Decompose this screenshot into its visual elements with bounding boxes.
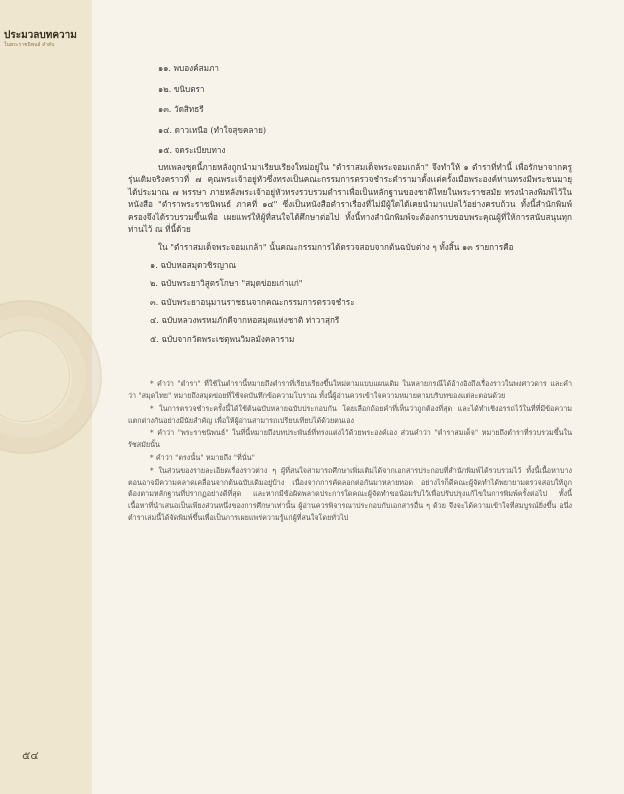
page-content bbox=[128, 58, 572, 525]
footnote: * คำว่า "พระราชนิพนธ์" ในที่นี้หมายถึงบทประพันธ์ที่ทรงแต่งไว้ด้วยพระองค์เอง ส่วนคำว่า "ตำราสมเด็จ" หมายถึงตำราที่รวบรวมขึ้นในรัชสมัยนั้น bbox=[128, 428, 572, 450]
footnote: * ในส่วนของรายละเอียดเรื่องราวต่าง ๆ ผู้ที่สนใจสามารถศึกษาเพิ่มเติมได้จากเอกสารประกอบที่สำนักพิมพ์ได้รวบรวมไว้ ทั้งนี้เนื้อหาบางตอนอาจมีความคลาดเคลื่อนจากต้นฉบับเดิมอยู่บ้าง เนื่องจากการคัดลอกต่อกันมาหลายทอด อย่างไรก็ดีคณะผู้จัดทำได้พยายามตรวจสอบให้ถูกต้องตามหลักฐานที่ปรากฏอย่างดีที่สุด และหากมีข้อผิดพลาดประการใดคณะผู้จัดทำขอน้อมรับไว้เพื่อปรับปรุงแก้ไขในการพิมพ์ครั้งต่อไป ทั้งนี้เนื้อหาที่นำเสนอเป็นเพียงส่วนหนึ่งของการศึกษาเท่านั้น ผู้อ่านควรพิจารณาประกอบกับเอกสารอื่น ๆ ด้วย จึงจะได้ความเข้าใจที่สมบูรณ์ยิ่งขึ้น อนึ่ง ตำราเล่มนี้ได้จัดพิมพ์ขึ้นเพื่อเป็นการเผยแพร่ความรู้แก่ผู้ที่สนใจโดยทั่วไป bbox=[128, 465, 572, 522]
list-item: ๓. ฉบับพระยาอนุมานราชธนจากคณะกรรมการตรวจชำระ bbox=[150, 296, 355, 307]
sidebar-band bbox=[0, 0, 92, 794]
list-item: ๑๕. จดระเบียบทาง bbox=[158, 145, 226, 155]
list-item: ๑๔. ดาวเหนือ (ทำใจสุขคลาย) bbox=[158, 124, 267, 135]
footnotes bbox=[128, 378, 572, 524]
book-title: ประมวลบทความ bbox=[4, 30, 77, 41]
list-item: ๑๒. ขนิบตรา bbox=[158, 83, 205, 94]
body-paragraph: บทเพลงชุดนี้ภายหลังถูกนำมาเรียบเรียงใหม่อยู่ใน "ตำราสมเด็จพระจอมเกล้า" จึงทำให้ ๑ ตำราที่ทำนี้ เพื่อรักษาจากครูรุ่นเดิมจริงคราวที่ ๗ คุณพระเจ้าอยู่หัวซึ่งทรงเป็นคณะกรรมการตรวจชำระตำรามาตั้งเเต่ครั้งเมื่อพระองค์ท่านทรงมีพระชนมายุได้ประมาณ ๗ พรรษา ภายหลังพระเจ้าอยู่หัวทรงรวบรวมตำราเพื่อเป็นหลักฐานของชาติไทยในพระราชสมัย ทรงนำลงพิมพ์ไว้ในหนังสือ "ตำราพระราชนิพนธ์ ภาคที่ ๑๔" ซึ่งเป็นหนังสือตำราเรื่องที่ไม่มีผู้ใดได้เคยนำมาแปลไว้อย่างครบถ้วน ทั้งนี้สำนักพิมพ์ครองจึงได้รวบรวมขึ้นเพื่อ เผยแพร่ให้ผู้ที่สนใจได้ศึกษาต่อไป ทั้งนี้ทางสำนักพิมพ์จะต้องกราบขอบพระคุณผู้ที่ให้การสนับสนุนทุกท่านไว้ ณ ที่นี้ด้วย bbox=[128, 161, 572, 235]
list-item: ๔. ฉบับหลวงพรหมภักดีจากหอสมุดแห่งชาติ ท่าวาสุกรี bbox=[150, 315, 340, 326]
list-item: ๑๓. วัดสิทธรี bbox=[158, 104, 204, 114]
book-subtitle: ในพระราชนิพนธ์ ลำดับ bbox=[4, 42, 55, 48]
source-list bbox=[128, 256, 572, 349]
page-number: ๕๔ bbox=[22, 749, 39, 762]
list-item: ๑. ฉบับหอสมุดวชิรญาณ bbox=[150, 259, 237, 270]
list-item: ๑๑. พบองค์สมภา bbox=[158, 63, 219, 73]
body-paragraph: ใน "ตำราสมเด็จพระจอมเกล้า" นั้นคณะกรรมการได้ตรวจสอบจากต้นฉบับต่าง ๆ ทั้งสิ้น ๑๓ รายการคือ bbox=[158, 242, 514, 253]
list-item: ๕. ฉบับจากวัดพระเชตุพนวิมลมังคลาราม bbox=[150, 333, 295, 344]
footnote: * คำว่า "ตรงนั้น" หมายถึง "ที่นั่น" bbox=[150, 452, 255, 462]
song-list bbox=[128, 58, 572, 161]
footnote: * ในการตรวจชำระครั้งนี้ได้ใช้ต้นฉบับหลายฉบับประกอบกัน โดยเลือกถ้อยคำที่เห็นว่าถูกต้องที่สุด และได้ทำเชิงอรรถไว้ในที่ที่มีข้อความแตกต่างกันอย่างมีนัยสำคัญ เพื่อให้ผู้อ่านสามารถเปรียบเทียบได้ด้วยตนเอง bbox=[128, 403, 572, 425]
list-item: ๒. ฉบับพระยาวิสูตรโกษา "สมุดข่อยเก่าแก่" bbox=[150, 278, 303, 289]
footnote: * คำว่า "ตำรา" ที่ใช้ในตำรานี้หมายถึงตำราที่เรียบเรียงขึ้นใหม่ตามแบบแผนเดิม ในหลายกรณีได้อ้างอิงถึงเรื่องราวในพงศาวดาร และคำว่า "สมุดไทย" หมายถึงสมุดข่อยที่ใช้จดบันทึกข้อความโบราณ ทั้งนี้ผู้อ่านควรเข้าใจความหมายตามบริบทของแต่ละตอนด้วย bbox=[128, 379, 572, 400]
